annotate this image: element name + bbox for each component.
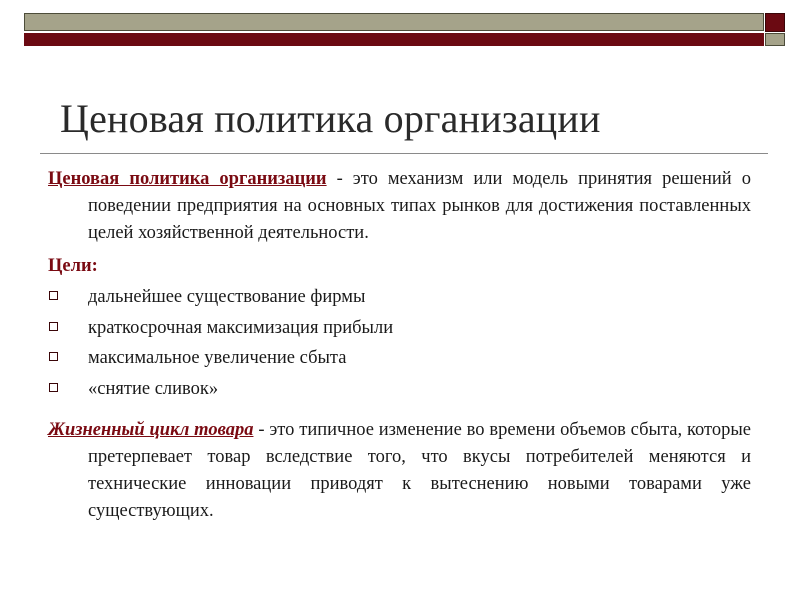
goal-text: максимальное увеличение сбыта: [88, 348, 347, 368]
title-divider: [40, 153, 768, 154]
goal-text: краткосрочная максимизация прибыли: [88, 317, 394, 338]
header-square-olive: [765, 33, 785, 46]
goal-item: [48, 374, 751, 405]
goal-item: [48, 313, 751, 344]
header-bar-red: [24, 33, 764, 46]
header-square-red: [765, 13, 785, 32]
slide-title: Ценовая политика организации: [60, 96, 601, 141]
hollow-square-bullet-icon: [49, 383, 58, 392]
slide-content: [48, 166, 751, 525]
goals-label: Цели:: [48, 256, 98, 276]
goal-item: [48, 343, 751, 374]
lifecycle-term: Жизненный цикл товара: [48, 420, 254, 440]
lifecycle-paragraph: [48, 417, 751, 525]
hollow-square-bullet-icon: [49, 322, 58, 331]
goals-list: [48, 282, 751, 404]
goal-item: [48, 282, 751, 313]
header-bar-olive: [24, 13, 764, 31]
definition-paragraph: [48, 166, 751, 247]
goal-text: дальнейшее существование фирмы: [88, 287, 366, 307]
lifecycle-text: - это типичное изменение во времени объемов сбыта, которые претерпевает товар вследствие того, что вкусы потребителей меняются и технические инновации приводят к вытеснению новыми товарами уже существующих.: [88, 420, 751, 521]
goal-text: «снятие сливок»: [88, 378, 219, 399]
definition-term: Ценовая политика организации: [48, 169, 327, 189]
hollow-square-bullet-icon: [49, 352, 58, 361]
definition-text: - это механизм или модель принятия решений о поведении предприятия на основных типах рынков для достижения поставленных целей хозяйственной деятельности.: [88, 169, 751, 243]
hollow-square-bullet-icon: [49, 291, 58, 300]
